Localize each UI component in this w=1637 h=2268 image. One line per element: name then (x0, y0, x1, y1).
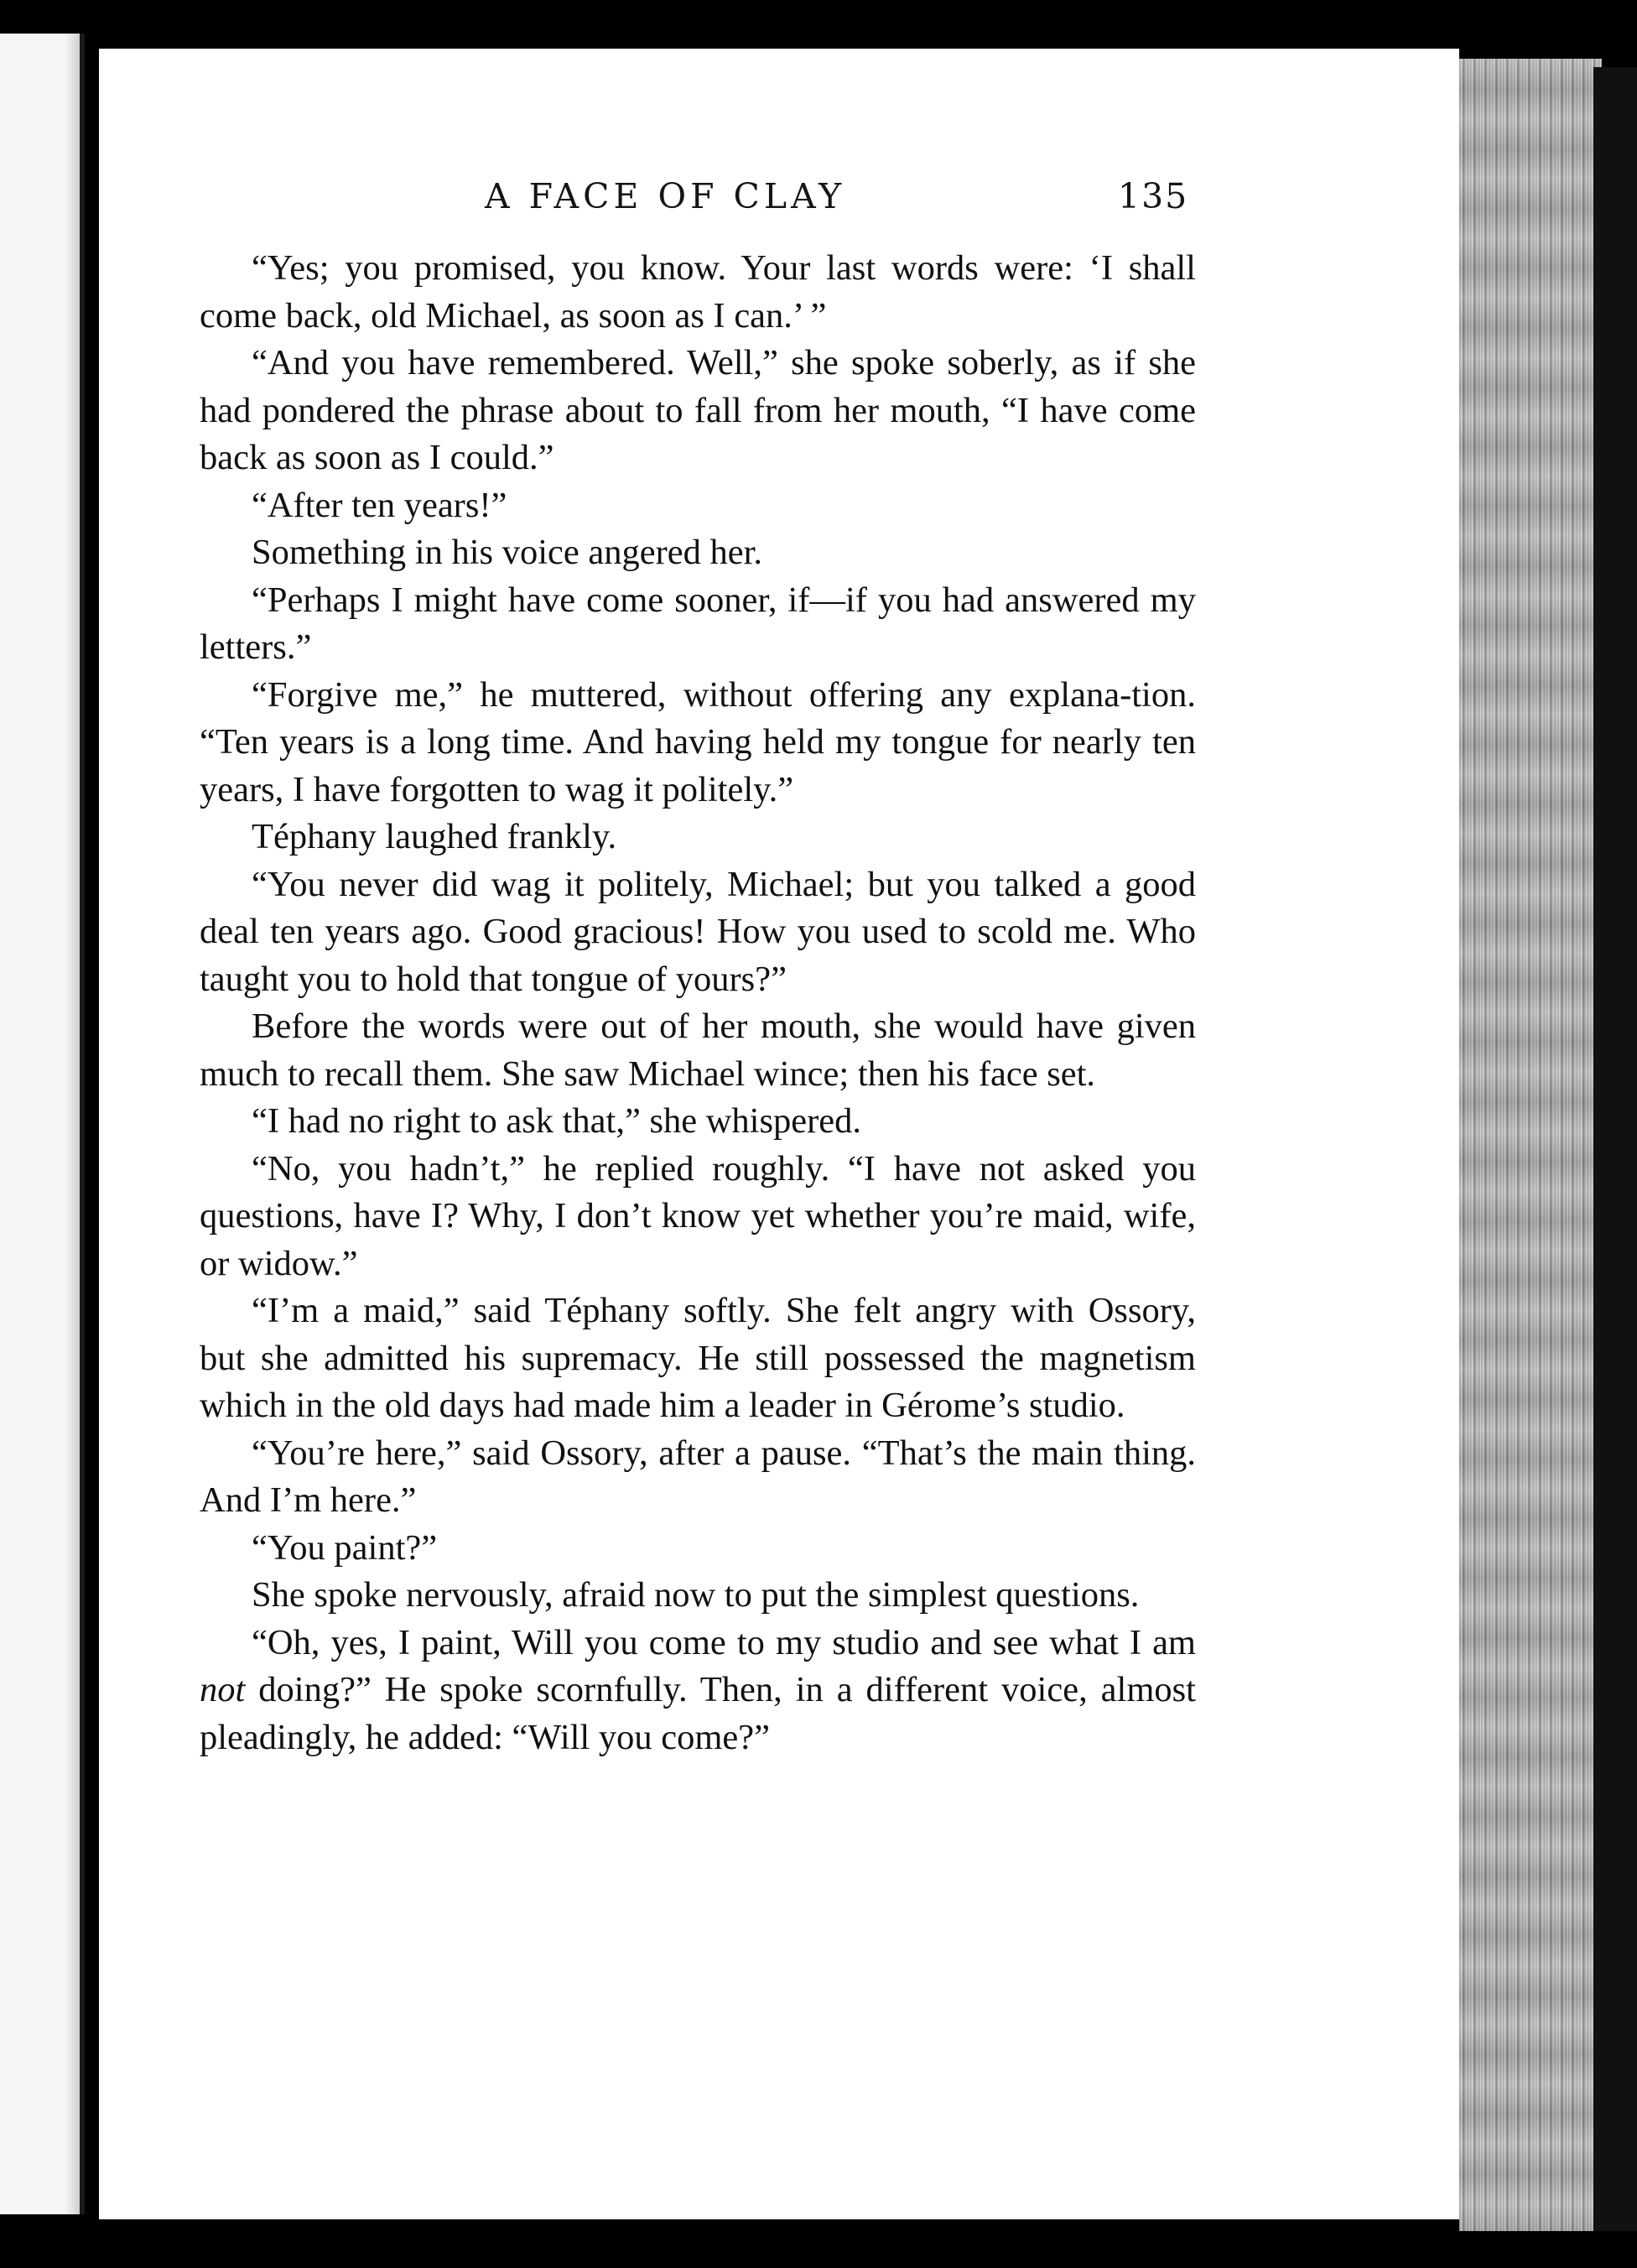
italic-emphasis: not (200, 1670, 246, 1709)
paragraph: “No, you hadn’t,” he replied roughly. “I have not asked you questions, have I? Why, I don’t know yet whether you’re maid, wife, or widow.” (200, 1148, 1196, 1283)
paragraph: “I had no right to ask that,” she whispered. (252, 1101, 862, 1141)
paragraph: “You’re here,” said Ossory, after a pause. “That’s the main thing. And I’m here.” (200, 1433, 1196, 1520)
paragraph: Something in his voice angered her. (252, 533, 763, 572)
facing-page-edge (0, 34, 85, 2214)
paragraph: “After ten years!” (252, 485, 507, 525)
paragraph: “I’m a maid,” said Téphany softly. She felt angry with Ossory, but she admitted his supremacy. He still possessed the magnetism which in the old days had made him a leader in Gérome’s studio. (200, 1291, 1196, 1425)
running-title: A FACE OF CLAY (485, 176, 846, 216)
text-run: doing?” He spoke scornfully. Then, in a different voice, almost pleadingly, he added: “Will you come?” (200, 1670, 1196, 1757)
paragraph-last (200, 1620, 1196, 1762)
page-block-edge (1459, 59, 1602, 2231)
paragraph: “You never did wag it politely, Michael; but you talked a good deal ten years ago. Good gracious! How you used to scold me. Who taught you to hold that tongue of yours?” (200, 864, 1196, 999)
paragraph: “You paint?” (252, 1527, 438, 1568)
paragraph: “Yes; you promised, you know. Your last words were: ‘I shall come back, old Michael, as soon as I can.’ ” (200, 248, 1196, 336)
paragraph: Téphany laughed frankly. (252, 817, 617, 856)
book-cover-edge (1593, 67, 1637, 2231)
paragraph: She spoke nervously, afraid now to put the simplest questions. (252, 1575, 1140, 1615)
paragraph: “And you have remembered. Well,” she spoke soberly, as if she had pondered the phrase about to fall from her mouth, “I have come back as soon as I could.” (200, 343, 1196, 477)
text-run: “Oh, yes, I paint, Will you come to my studio and see what I am (252, 1622, 1196, 1662)
paragraph: “Perhaps I might have come sooner, if—if you had answered my letters.” (200, 580, 1196, 667)
paragraph: “Forgive me,” he muttered, without offering any explana-tion. “Ten years is a long time. And having held my tongue for nearly ten years, I have forgotten to wag it politely.” (200, 674, 1196, 809)
paragraph: Before the words were out of her mouth, she would have given much to recall them. She saw Michael wince; then his face set. (200, 1007, 1196, 1094)
page-number: 135 (1118, 176, 1189, 216)
running-head (200, 176, 1189, 230)
body-text (200, 245, 1196, 1761)
